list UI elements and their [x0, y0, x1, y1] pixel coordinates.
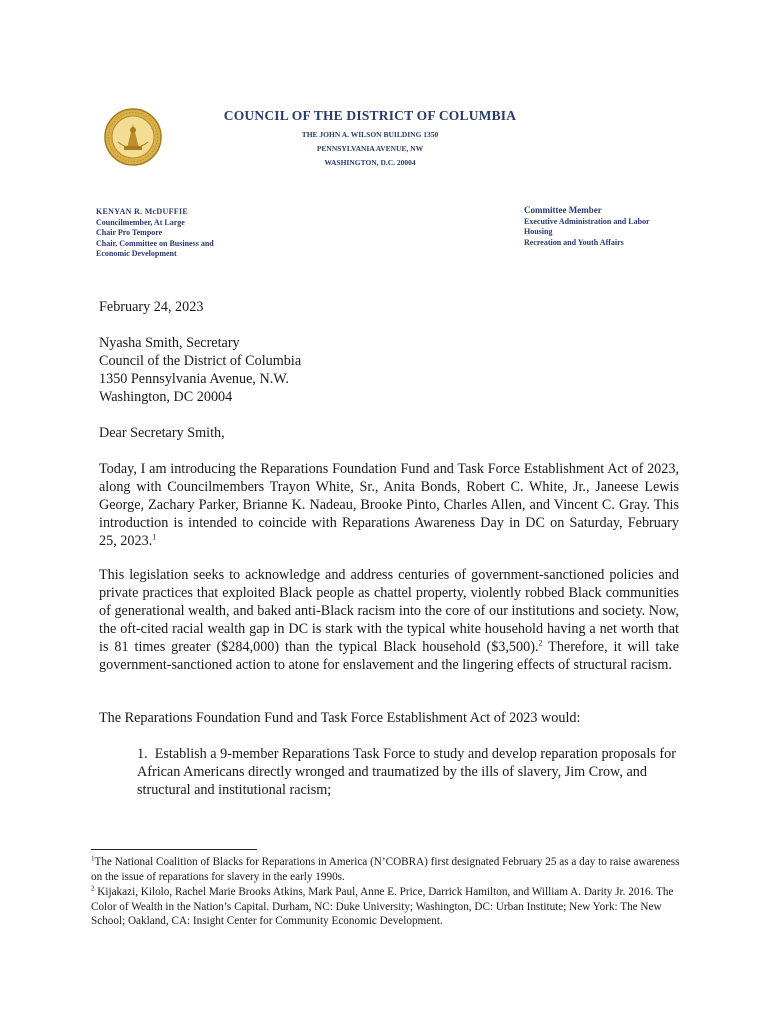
dc-council-seal-icon [104, 108, 162, 166]
footnotes [91, 855, 681, 929]
sender-title: Councilmember, At Large [96, 217, 185, 227]
paragraph-text: This legislation seeks to acknowledge and address centuries of government-sanctioned policies and private practices that exploited Black people as chattel property, violently robbed Black communities of generational wealth, and baked anti-Black racism into the core of our institutions and society. Now, the oft-cited racial wealth gap in DC is stark with the typical white household having a net worth that is 81 times greater ($284,000) than the typical Black household ($3,500). [99, 567, 679, 655]
sender-block [96, 207, 214, 260]
committee-item: Housing [524, 227, 553, 236]
letterhead-street: PENNSYLVANIA AVENUE, NW [316, 144, 424, 153]
committee-item: Recreation and Youth Affairs [524, 237, 624, 247]
letterhead-city: WASHINGTON, D.C. 20004 [324, 158, 416, 167]
address-line: Washington, DC 20004 [99, 389, 233, 405]
paragraph-text: Today, I am introducing the Reparations Foundation Fund and Task Force Establishment Act of 2023, along with Councilmembers Trayon White, Sr., Anita Bonds, Robert C. White, Jr., Janeese Lewis George, Zachary Parker, Brianne K. Nadeau, Brooke Pinto, Charles Allen, and Vincent C. Gray. This introduction is intended to coincide with Reparations Awareness Day in DC on Saturday, February 25, 2023. [99, 461, 679, 549]
paragraph-introduction [99, 460, 679, 550]
council-name: COUNCIL OF THE DISTRICT OF COLUMBIA [223, 108, 517, 123]
paragraph-legislation [99, 566, 679, 674]
salutation: Dear Secretary Smith, [99, 425, 225, 441]
letterhead [200, 108, 540, 167]
paragraph-text-continued: Therefore, it will take government-sanctioned action to atone for enslavement and the lingering effects of structural racism. [99, 639, 679, 673]
sender-title: Economic Development [96, 249, 177, 258]
footnote-text: The National Coalition of Blacks for Reparations in America (N’COBRA) first designated February 25 as a day to raise awareness on the issue of reparations for slavery in the early 1990s. [91, 856, 680, 883]
committee-item: Executive Administration and Labor [524, 216, 650, 226]
sender-title: Chair, Committee on Business and [96, 238, 214, 248]
recipient-address [99, 334, 679, 406]
footnote [91, 855, 681, 884]
committee-heading: Committee Member [524, 205, 602, 215]
footnote-ref: 1 [152, 532, 157, 542]
footnote [91, 885, 681, 929]
address-line: Council of the District of Columbia [99, 353, 302, 369]
footnote-ref: 2 [538, 638, 543, 648]
list-item [137, 745, 679, 799]
footnote-divider [91, 849, 257, 850]
sender-title: Chair Pro Tempore [96, 228, 163, 237]
footnote-text: Kijakazi, Kilolo, Rachel Marie Brooks Atkins, Mark Paul, Anne E. Price, Darrick Hamilton, and William A. Darity Jr. 2016. The Color of Wealth in the Nation’s Capital. Durham, NC: Duke University; Washington, DC: Urban Institute; New York: The New School; Oakland, CA: Insight Center for Community Economic Development. [91, 886, 674, 927]
letterhead-building: THE JOHN A. WILSON BUILDING 1350 [301, 130, 439, 139]
committee-block [524, 205, 650, 248]
paragraph-act-summary: The Reparations Foundation Fund and Task Force Establishment Act of 2023 would: [99, 710, 581, 726]
footnote-number: 2 [91, 884, 95, 893]
address-line: Nyasha Smith, Secretary [99, 335, 240, 351]
list-text: Establish a 9-member Reparations Task Force to study and develop reparation proposals for African Americans directly wronged and traumatized by the ills of slavery, Jim Crow, and structural and institutional racism; [137, 746, 676, 798]
address-line: 1350 Pennsylvania Avenue, N.W. [99, 371, 289, 387]
letter-date: February 24, 2023 [99, 299, 204, 315]
list-number: 1. [137, 746, 148, 762]
footnote-number: 1 [91, 854, 95, 863]
sender-name: KENYAN R. McDUFFIE [96, 207, 188, 216]
